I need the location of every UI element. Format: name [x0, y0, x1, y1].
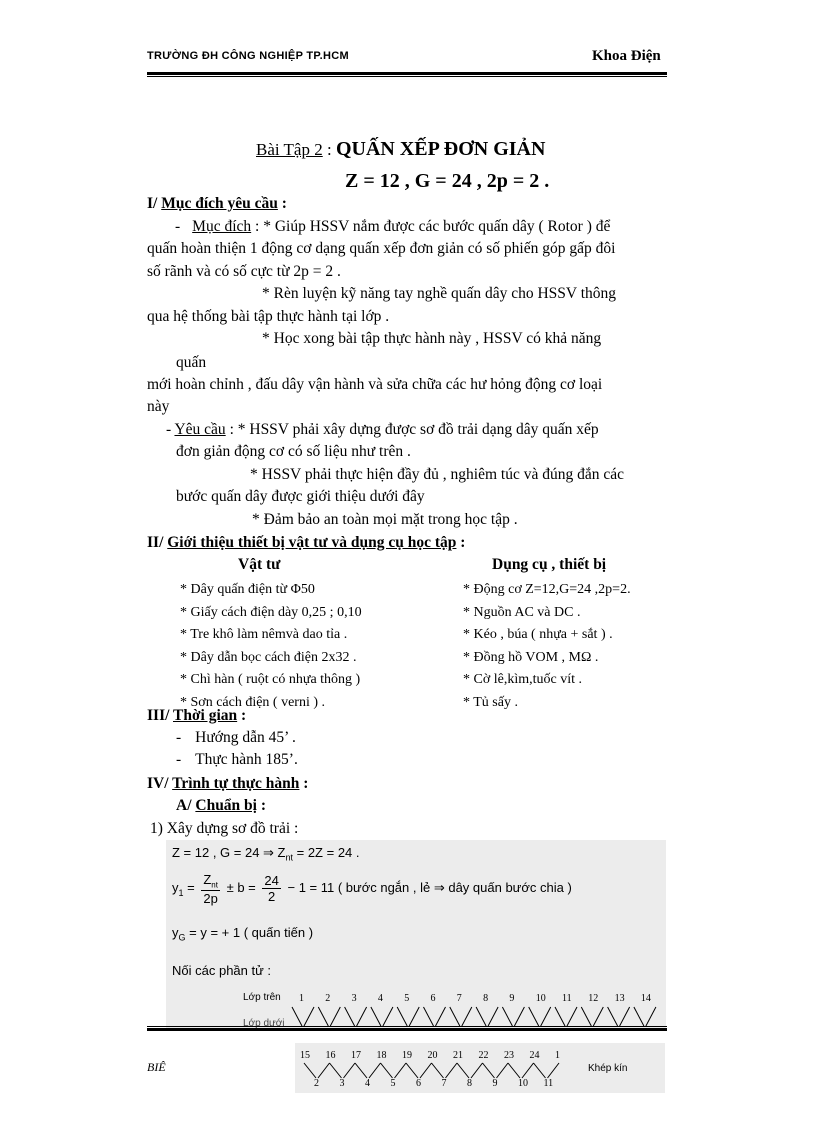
- upper-slot-number: 11: [562, 993, 572, 1004]
- row2-top-number: 20: [427, 1050, 438, 1061]
- winding-stroke: [483, 1063, 495, 1078]
- list-item: * Sơn cách điện ( verni ) .: [180, 694, 326, 710]
- row2-bottom-number: 11: [543, 1078, 554, 1089]
- winding-stroke: [344, 1063, 356, 1078]
- list-item: * Kéo , búa ( nhựa + sắt ) .: [463, 627, 613, 643]
- row2-bottom-number: 10: [518, 1078, 528, 1089]
- time-guide: Hướng dẫn 45’ .: [195, 729, 296, 746]
- requirement-line-3: * HSSV phải thực hiện đầy đủ , nghiêm túc và đúng đắn các: [250, 466, 625, 483]
- row2-bottom-number: 5: [390, 1078, 396, 1089]
- fraction-numerator-24: 24: [264, 873, 279, 889]
- numerator-z: Z: [203, 872, 212, 887]
- requirement-text: : * HSSV phải xây dựng được sơ đồ trải dạng dây quấn xếp: [225, 421, 599, 438]
- subsection-a-colon: :: [256, 797, 267, 814]
- purpose-line-4: * Rèn luyện kỹ năng tay nghề quấn dây cho HSSV thông: [262, 285, 617, 302]
- purpose-line-3: số rãnh và có số cực từ 2p = 2 .: [147, 263, 341, 280]
- row2-top-number: 16: [325, 1050, 336, 1061]
- row2-bottom-number: 7: [441, 1078, 447, 1089]
- upper-slot-number: 8: [483, 993, 489, 1004]
- subsection-a-title: Chuẩn bị: [195, 797, 257, 814]
- numerator-subscript: nt: [211, 880, 218, 890]
- row2-top-number: 19: [402, 1050, 412, 1061]
- purpose-line-8: mới hoàn chỉnh , đấu dây vận hành và sửa chữa các hư hỏng động cơ loại: [147, 376, 603, 393]
- winding-stroke: [406, 1063, 418, 1078]
- formula-1-text: Z = 12 , G = 24 ⇒ Z: [172, 845, 286, 860]
- school-name: TRƯỜNG ĐH CÔNG NGHIỆP TP.HCM: [147, 50, 349, 62]
- row2-bottom-number: 4: [365, 1078, 370, 1089]
- row2-top-number: 15: [300, 1050, 310, 1061]
- time-dash: -: [176, 729, 182, 746]
- winding-stroke: [420, 1063, 432, 1078]
- list-item: * Cờ lê,kìm,tuốc vít .: [463, 672, 583, 688]
- materials-column-title: Vật tư: [238, 556, 281, 573]
- winding-stroke: [522, 1063, 534, 1078]
- lower-layer-label: Lớp dưới: [243, 1018, 285, 1029]
- exercise-params: Z = 12 , G = 24 , 2p = 2 .: [345, 170, 550, 192]
- row2-top-number: 18: [376, 1050, 387, 1061]
- purpose-line-9: này: [147, 398, 170, 415]
- requirement-line-5: * Đảm bảo an toàn mọi mặt trong học tập .: [252, 511, 518, 528]
- purpose-dash: -: [175, 218, 181, 235]
- upper-slot-number: 14: [640, 993, 651, 1004]
- formula-2-lhs-subscript: 1: [178, 887, 184, 898]
- purpose-line-7: quấn: [176, 354, 207, 371]
- winding-stroke: [369, 1063, 381, 1078]
- upper-slot-number: 5: [404, 993, 410, 1004]
- list-item: * Dây dẫn bọc cách điện 2x32 .: [180, 649, 357, 665]
- row2-bottom-number: 2: [314, 1078, 319, 1089]
- section-3-colon: :: [237, 707, 247, 724]
- formula-3-lhs: y: [172, 925, 179, 940]
- formula-1-end: = 2Z = 24 .: [293, 845, 360, 860]
- requirement-line-4: bước quấn dây được giới thiệu dưới đây: [176, 488, 425, 505]
- title-sep: :: [322, 140, 336, 159]
- winding-stroke: [497, 1063, 509, 1078]
- winding-stroke: [457, 1063, 469, 1078]
- row2-bottom-number: 6: [416, 1078, 421, 1089]
- winding-stroke: [432, 1063, 444, 1078]
- step-1-label: 1) Xây dựng sơ đồ trải :: [150, 820, 299, 837]
- tools-column-title: Dụng cụ , thiết bị: [492, 556, 607, 573]
- formula-2-equals: =: [183, 880, 199, 896]
- list-item: * Đồng hồ VOM , MΩ .: [463, 649, 599, 665]
- section-2-title: Giới thiệu thiết bị vật tư và dụng cụ học tập: [167, 534, 457, 551]
- list-item: * Dây quấn điện từ Φ50: [180, 582, 315, 597]
- winding-stroke: [318, 1063, 330, 1078]
- requirement-dash: -: [166, 421, 175, 438]
- formula-3-subscript: G: [178, 932, 186, 943]
- purpose-label: Mục đích: [192, 218, 252, 235]
- formula-2-lhs: y: [172, 880, 179, 896]
- winding-stroke: [381, 1063, 393, 1078]
- winding-stroke: [395, 1063, 407, 1078]
- fraction-denominator: 2p: [203, 890, 218, 906]
- row2-bottom-number: 9: [492, 1078, 498, 1089]
- purpose-text: : * Giúp HSSV nắm được các bước quấn dây ( Rotor ) để: [251, 218, 611, 235]
- row2-bottom-number: 3: [339, 1078, 345, 1089]
- formula-2-end: − 1 = 11 ( bước ngắn , lẻ ⇒ dây quấn bước chia ): [287, 880, 572, 896]
- list-item: * Chì hàn ( ruột có nhựa thông ): [180, 672, 361, 688]
- upper-slot-number: 1: [299, 993, 304, 1004]
- list-item: * Giấy cách điện dày 0,25 ; 0,10: [180, 604, 362, 620]
- upper-slot-number: 9: [509, 993, 515, 1004]
- section-2-colon: :: [456, 534, 466, 551]
- winding-stroke: [548, 1063, 560, 1078]
- row2-top-number: 21: [453, 1050, 463, 1061]
- upper-layer-label: Lớp trên: [243, 992, 281, 1003]
- upper-slot-number: 13: [614, 993, 625, 1004]
- formula-3-end: = y = + 1 ( quấn tiến ): [185, 925, 314, 940]
- formula-2-plus-minus: ± b =: [226, 880, 260, 896]
- requirement-label: Yêu cầu: [174, 421, 226, 438]
- winding-stroke: [330, 1063, 342, 1078]
- row2-top-number: 17: [351, 1050, 361, 1061]
- purpose-line-2: quấn hoàn thiện 1 động cơ dạng quấn xếp đơn giản có số phiến góp gấp đôi: [147, 240, 616, 257]
- department-name: Khoa Điện: [592, 48, 661, 64]
- purpose-line-5: qua hệ thống bài tập thực hành tại lớp .: [147, 308, 390, 325]
- list-item: * Động cơ Z=12,G=24 ,2p=2.: [463, 582, 631, 597]
- row2-top-number: 1: [555, 1050, 560, 1061]
- list-item: * Tre khô làm nêmvà dao tỉa .: [180, 627, 348, 643]
- time-practice: Thực hành 185’.: [195, 751, 298, 768]
- section-1-title: Mục đích yêu cầu: [161, 195, 278, 212]
- winding-stroke: [471, 1063, 483, 1078]
- winding-stroke: [355, 1063, 367, 1078]
- requirement-line-2: đơn giản động cơ có số liệu như trên .: [176, 443, 411, 460]
- formula-1-subscript: nt: [285, 852, 294, 863]
- time-dash: -: [176, 751, 182, 768]
- fraction-denominator-2: 2: [268, 889, 276, 905]
- row2-top-number: 22: [478, 1050, 489, 1061]
- exercise-name: QUẤN XẾP ĐƠN GIẢN: [335, 138, 546, 160]
- section-3-number: III/: [147, 707, 173, 724]
- winding-stroke: [508, 1063, 520, 1078]
- upper-slot-number: 6: [430, 993, 436, 1004]
- winding-stroke: [304, 1063, 316, 1078]
- upper-slot-number: 10: [535, 993, 546, 1004]
- section-1-number: I/: [147, 195, 162, 212]
- formula-4: Nối các phần tử :: [172, 963, 272, 978]
- footer-left: BIÊ: [147, 1060, 166, 1074]
- row2-bottom-number: 8: [467, 1078, 472, 1089]
- row2-top-number: 24: [529, 1050, 540, 1061]
- winding-stroke: [534, 1063, 546, 1078]
- upper-slot-number: 7: [456, 993, 462, 1004]
- section-3-title: Thời gian: [173, 707, 238, 724]
- section-4-number: IV/: [147, 775, 173, 792]
- section-4-title: Trình tự thực hành: [172, 775, 300, 792]
- purpose-line-6: * Học xong bài tập thực hành này , HSSV có khả năng: [262, 330, 602, 347]
- section-2-number: II/: [147, 534, 168, 551]
- closed-loop-label: Khép kín: [588, 1063, 628, 1074]
- upper-slot-number: 2: [325, 993, 331, 1004]
- list-item: * Nguồn AC và DC .: [463, 604, 581, 620]
- upper-slot-number: 4: [377, 993, 383, 1004]
- upper-slot-number: 12: [588, 993, 599, 1004]
- subsection-a-number: A/: [176, 797, 196, 814]
- section-1-colon: :: [277, 195, 287, 212]
- list-item: * Tủ sấy .: [463, 694, 518, 710]
- upper-slot-number: 3: [351, 993, 357, 1004]
- exercise-number: Bài Tập 2: [256, 140, 323, 159]
- section-4-colon: :: [299, 775, 309, 792]
- winding-stroke: [446, 1063, 458, 1078]
- row2-top-number: 23: [504, 1050, 514, 1061]
